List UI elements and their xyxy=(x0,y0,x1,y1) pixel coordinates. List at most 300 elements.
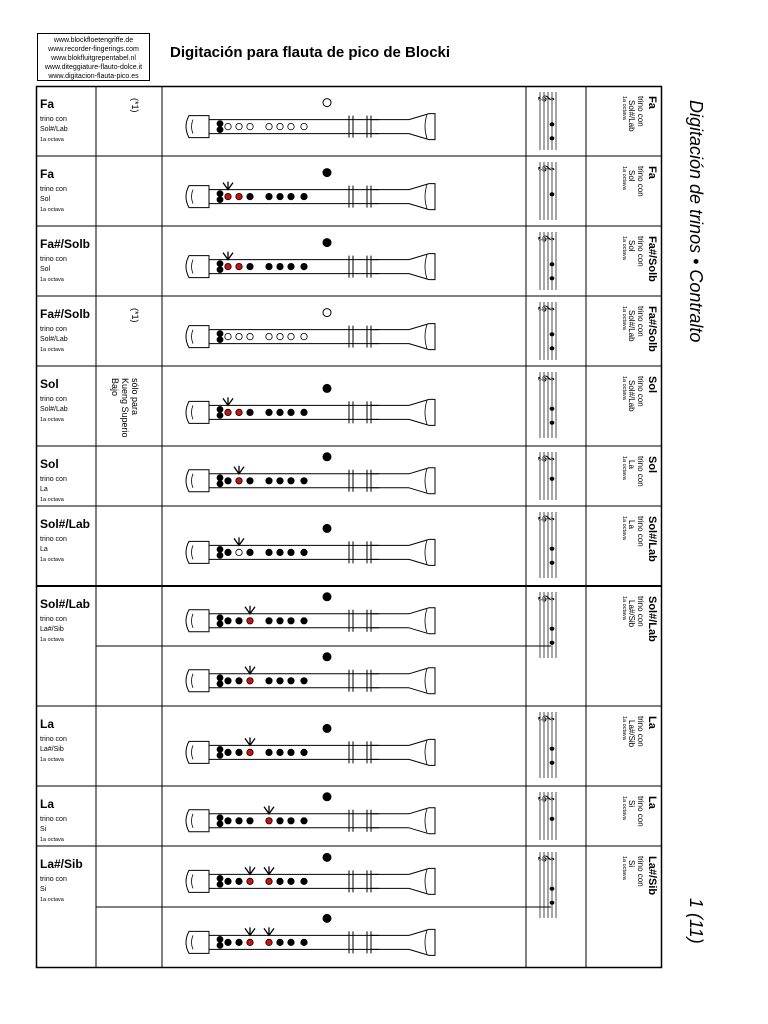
note-head xyxy=(550,641,555,645)
octave-label: 1a octava xyxy=(40,417,64,423)
finger-hole xyxy=(301,409,307,415)
thumb-hole xyxy=(217,815,223,821)
thumb-hole xyxy=(217,331,223,337)
treble-clef-icon: 𝄞 xyxy=(538,593,554,603)
finger-hole xyxy=(266,878,272,884)
recorder-head xyxy=(186,326,209,348)
note-name: Fa xyxy=(40,97,55,111)
note-head xyxy=(550,747,555,751)
recorder-bell xyxy=(409,468,435,494)
finger-hole xyxy=(301,939,307,945)
trill-arrow-icon xyxy=(264,866,274,874)
finger-hole xyxy=(225,749,231,755)
rotated-octave: 1a octava xyxy=(621,96,627,120)
thumb-hole xyxy=(217,121,223,127)
note-head xyxy=(550,817,555,821)
thumb-hole xyxy=(217,621,223,627)
rotated-trill-with: trino con xyxy=(636,236,645,267)
row-graphics xyxy=(36,226,662,296)
register-dot xyxy=(323,453,331,461)
treble-clef-icon: 𝄞 xyxy=(538,713,554,723)
treble-clef-icon: 𝄞 xyxy=(538,373,554,383)
finger-hole xyxy=(225,678,231,684)
note-head xyxy=(550,346,555,350)
trill-arrow-icon xyxy=(264,806,274,814)
register-dot xyxy=(323,853,331,861)
finger-hole xyxy=(301,478,307,484)
finger-hole xyxy=(266,749,272,755)
trill-target: Si xyxy=(40,886,47,893)
music-staff xyxy=(538,512,556,578)
register-dot xyxy=(323,593,331,601)
trill-target: La xyxy=(40,486,48,493)
finger-hole xyxy=(288,878,294,884)
rotated-trill-target: La xyxy=(627,520,636,529)
table-row xyxy=(36,706,662,786)
finger-hole xyxy=(277,333,283,339)
finger-hole xyxy=(301,678,307,684)
thumb-hole xyxy=(217,681,223,687)
note-name: Fa#/Solb xyxy=(40,307,91,321)
finger-hole xyxy=(225,123,231,129)
rotated-trill-target: Sol#/Lab xyxy=(627,380,636,412)
thumb-hole xyxy=(217,936,223,942)
thumb-hole xyxy=(217,552,223,558)
recorder-head xyxy=(186,931,209,953)
rotated-trill-with: trino con xyxy=(636,856,645,887)
finger-hole xyxy=(236,618,242,624)
thumb-hole xyxy=(217,197,223,203)
finger-hole xyxy=(288,333,294,339)
recorder-head xyxy=(186,186,209,208)
finger-hole xyxy=(247,818,253,824)
finger-hole xyxy=(288,549,294,555)
finger-hole xyxy=(277,193,283,199)
finger-hole xyxy=(247,749,253,755)
recorder-diagram xyxy=(186,309,435,350)
finger-hole xyxy=(236,878,242,884)
rotated-note-name: La xyxy=(646,716,658,729)
note-name: La#/Sib xyxy=(40,857,83,871)
trill-arrow-icon xyxy=(234,466,244,474)
trill-target: Sol xyxy=(40,196,51,203)
recorder-bell xyxy=(409,184,435,210)
rotated-octave: 1a octava xyxy=(621,856,627,880)
register-dot xyxy=(323,169,331,177)
finger-hole xyxy=(225,818,231,824)
recorder-bell xyxy=(409,668,435,694)
rotated-trill-with: trino con xyxy=(636,596,645,627)
register-dot xyxy=(323,239,331,247)
recorder-bell xyxy=(409,808,435,834)
thumb-hole xyxy=(217,127,223,133)
table-row xyxy=(36,446,662,506)
finger-hole xyxy=(266,549,272,555)
rotated-trill-with: trino con xyxy=(636,376,645,407)
finger-hole xyxy=(288,263,294,269)
finger-hole xyxy=(247,193,253,199)
rotated-trill-target: Sol#/Lab xyxy=(627,310,636,342)
finger-hole xyxy=(288,123,294,129)
note-name: La xyxy=(40,797,55,811)
treble-clef-icon: 𝄞 xyxy=(538,303,554,313)
trill-arrow-icon xyxy=(245,666,255,674)
table-row xyxy=(36,226,662,296)
octave-label: 1a octava xyxy=(40,897,64,903)
trill-target: La#/Sib xyxy=(40,626,64,633)
rotated-trill-target: Sol xyxy=(627,170,636,182)
rotated-octave: 1a octava xyxy=(621,716,627,740)
finger-hole xyxy=(236,549,242,555)
note-head xyxy=(550,887,555,891)
rotated-octave: 1a octava xyxy=(621,306,627,330)
table-row xyxy=(36,586,662,706)
recorder-diagram xyxy=(186,384,435,425)
remark-text: sólo para Kueng Superio Bajo xyxy=(110,378,140,438)
page-number-text: 1 (11) xyxy=(686,898,706,944)
remark-text: (*1) xyxy=(130,98,140,113)
finger-hole xyxy=(266,478,272,484)
rotated-trill-target: La xyxy=(627,460,636,469)
finger-hole xyxy=(225,193,231,199)
trill-with-label: trino con xyxy=(40,116,67,123)
trill-arrow-icon xyxy=(264,927,274,935)
thumb-hole xyxy=(217,615,223,621)
finger-hole xyxy=(247,409,253,415)
trill-arrow-icon xyxy=(245,606,255,614)
row-graphics xyxy=(36,846,662,968)
finger-hole xyxy=(288,818,294,824)
octave-label: 1a octava xyxy=(40,347,64,353)
finger-hole xyxy=(277,749,283,755)
trill-target: Sol#/Lab xyxy=(40,336,68,343)
thumb-hole xyxy=(217,942,223,948)
finger-hole xyxy=(266,678,272,684)
finger-hole xyxy=(236,749,242,755)
trill-with-label: trino con xyxy=(40,476,67,483)
thumb-hole xyxy=(217,475,223,481)
octave-label: 1a octava xyxy=(40,497,64,503)
register-dot xyxy=(323,384,331,392)
finger-hole xyxy=(266,618,272,624)
rotated-trill-target: La#/Sib xyxy=(627,720,636,748)
finger-hole xyxy=(247,618,253,624)
finger-hole xyxy=(225,478,231,484)
recorder-head xyxy=(186,741,209,763)
finger-hole xyxy=(236,409,242,415)
recorder-bell xyxy=(409,114,435,140)
website-link[interactable]: www.blokfluitgrepentabel.nl xyxy=(51,55,136,62)
finger-hole xyxy=(288,193,294,199)
trill-target: La#/Sib xyxy=(40,746,64,753)
thumb-hole xyxy=(217,881,223,887)
rotated-note-name: Sol xyxy=(646,376,658,394)
octave-label: 1a octava xyxy=(40,757,64,763)
recorder-head xyxy=(186,670,209,692)
recorder-diagram xyxy=(186,593,435,634)
table-row xyxy=(36,846,662,968)
finger-hole xyxy=(247,123,253,129)
note-name: Sol xyxy=(40,377,59,391)
recorder-diagram xyxy=(186,169,435,210)
music-staff xyxy=(538,92,556,150)
finger-hole xyxy=(236,818,242,824)
music-staff xyxy=(538,302,556,360)
thumb-hole xyxy=(217,261,223,267)
finger-hole xyxy=(301,818,307,824)
finger-hole xyxy=(225,333,231,339)
rotated-trill-target: La#/Sib xyxy=(627,600,636,628)
finger-hole xyxy=(225,878,231,884)
note-head xyxy=(550,901,555,905)
finger-hole xyxy=(247,263,253,269)
thumb-hole xyxy=(217,412,223,418)
finger-hole xyxy=(247,939,253,945)
trill-with-label: trino con xyxy=(40,816,67,823)
rotated-octave: 1a octava xyxy=(621,796,627,820)
recorder-head xyxy=(186,256,209,278)
website-link[interactable]: www.digitacion-flauta-pico.es xyxy=(48,73,139,80)
thumb-hole xyxy=(217,406,223,412)
row-graphics xyxy=(36,506,662,586)
rotated-trill-with: trino con xyxy=(636,166,645,197)
rotated-note-name: La xyxy=(646,796,658,809)
note-head xyxy=(550,262,555,266)
recorder-head xyxy=(186,470,209,492)
trill-arrow-icon xyxy=(223,252,233,260)
thumb-hole xyxy=(217,675,223,681)
thumb-hole xyxy=(217,746,223,752)
finger-hole xyxy=(247,678,253,684)
rotated-note-name: Fa xyxy=(646,166,658,179)
finger-hole xyxy=(236,193,242,199)
remark-text: (*1) xyxy=(130,308,140,323)
rotated-octave: 1a octava xyxy=(621,166,627,190)
trill-target: La xyxy=(40,546,48,553)
music-staff xyxy=(538,372,556,438)
trill-arrow-icon xyxy=(245,927,255,935)
note-head xyxy=(550,332,555,336)
table-row xyxy=(36,366,662,446)
treble-clef-icon: 𝄞 xyxy=(538,453,554,463)
finger-hole xyxy=(266,818,272,824)
row-graphics xyxy=(36,706,662,786)
finger-hole xyxy=(236,333,242,339)
music-staff xyxy=(538,792,556,840)
recorder-diagram xyxy=(186,793,435,834)
note-head xyxy=(550,761,555,765)
recorder-diagram xyxy=(186,653,435,694)
finger-hole xyxy=(266,193,272,199)
trill-arrow-icon xyxy=(234,537,244,545)
finger-hole xyxy=(236,478,242,484)
recorder-diagram xyxy=(186,239,435,280)
register-dot xyxy=(323,793,331,801)
rotated-trill-with: trino con xyxy=(636,306,645,337)
finger-hole xyxy=(277,478,283,484)
finger-hole xyxy=(236,678,242,684)
website-link[interactable]: www.blockfloetengriffe.de xyxy=(53,37,134,44)
finger-hole xyxy=(266,333,272,339)
recorder-head xyxy=(186,810,209,832)
recorder-bell xyxy=(409,399,435,425)
finger-hole xyxy=(266,409,272,415)
website-link[interactable]: www.recorder-fingerings.com xyxy=(48,46,139,53)
finger-hole xyxy=(288,939,294,945)
trill-arrow-icon xyxy=(223,182,233,190)
recorder-head xyxy=(186,401,209,423)
trill-with-label: trino con xyxy=(40,186,67,193)
websites-box xyxy=(37,33,150,81)
finger-hole xyxy=(266,939,272,945)
rotated-octave: 1a octava xyxy=(621,376,627,400)
trill-with-label: trino con xyxy=(40,876,67,883)
recorder-diagram xyxy=(186,99,435,140)
row-graphics xyxy=(36,366,662,446)
recorder-bell xyxy=(409,929,435,955)
note-head xyxy=(550,547,555,551)
note-head xyxy=(550,276,555,280)
note-head xyxy=(550,192,555,196)
note-name: La xyxy=(40,717,55,731)
rotated-octave: 1a octava xyxy=(621,236,627,260)
rotated-note-name: Fa#/Solb xyxy=(646,236,658,282)
register-dot xyxy=(323,524,331,532)
finger-hole xyxy=(266,123,272,129)
finger-hole xyxy=(277,409,283,415)
finger-hole xyxy=(277,818,283,824)
finger-hole xyxy=(288,409,294,415)
recorder-diagram xyxy=(186,453,435,494)
finger-hole xyxy=(225,939,231,945)
recorder-bell xyxy=(409,739,435,765)
recorder-diagram xyxy=(186,853,435,894)
note-name: Sol#/Lab xyxy=(40,597,91,611)
register-dot xyxy=(323,914,331,922)
note-name: Fa xyxy=(40,167,55,181)
note-head xyxy=(550,136,555,140)
side-title-text: Digitación de trinos • Contralto xyxy=(686,100,706,343)
music-staff xyxy=(538,452,556,500)
recorder-bell xyxy=(409,254,435,280)
recorder-bell xyxy=(409,324,435,350)
finger-hole xyxy=(236,123,242,129)
trill-target: Sol xyxy=(40,266,51,273)
rotated-note-name: Sol xyxy=(646,456,658,474)
trill-with-label: trino con xyxy=(40,396,67,403)
octave-label: 1a octava xyxy=(40,277,64,283)
table-row xyxy=(36,786,662,846)
note-head xyxy=(550,122,555,126)
treble-clef-icon: 𝄞 xyxy=(538,793,554,803)
trill-arrow-icon xyxy=(245,866,255,874)
register-dot xyxy=(323,99,331,107)
table-row xyxy=(36,506,662,586)
finger-hole xyxy=(301,878,307,884)
recorder-diagram xyxy=(186,914,435,955)
register-dot xyxy=(323,653,331,661)
note-head xyxy=(550,477,555,481)
recorder-head xyxy=(186,541,209,563)
rotated-note-name: La#/Sib xyxy=(646,856,658,896)
recorder-bell xyxy=(409,608,435,634)
thumb-hole xyxy=(217,337,223,343)
finger-hole xyxy=(225,409,231,415)
recorder-diagram xyxy=(186,524,435,565)
finger-hole xyxy=(247,478,253,484)
octave-label: 1a octava xyxy=(40,207,64,213)
note-name: Sol#/Lab xyxy=(40,517,91,531)
finger-hole xyxy=(277,549,283,555)
note-head xyxy=(550,561,555,565)
register-dot xyxy=(323,724,331,732)
rotated-trill-with: trino con xyxy=(636,516,645,547)
treble-clef-icon: 𝄞 xyxy=(538,513,554,523)
rotated-octave: 1a octava xyxy=(621,596,627,620)
finger-hole xyxy=(301,123,307,129)
rotated-trill-with: trino con xyxy=(636,96,645,127)
rotated-trill-target: Si xyxy=(627,800,636,808)
fingering-table xyxy=(36,86,662,968)
finger-hole xyxy=(301,193,307,199)
trill-with-label: trino con xyxy=(40,736,67,743)
finger-hole xyxy=(277,618,283,624)
thumb-hole xyxy=(217,481,223,487)
thumb-hole xyxy=(217,546,223,552)
finger-hole xyxy=(247,549,253,555)
octave-label: 1a octava xyxy=(40,137,64,143)
note-head xyxy=(550,407,555,411)
music-staff xyxy=(538,592,556,658)
website-link[interactable]: www.diteggiature-flauto-dolce.it xyxy=(44,64,143,71)
note-name: Fa#/Solb xyxy=(40,237,91,251)
trill-target: Sol#/Lab xyxy=(40,406,68,413)
finger-hole xyxy=(277,123,283,129)
table-row xyxy=(36,296,662,366)
rotated-octave: 1a octava xyxy=(621,456,627,480)
finger-hole xyxy=(301,549,307,555)
music-staff xyxy=(538,162,556,220)
finger-hole xyxy=(301,263,307,269)
row-graphics xyxy=(36,786,662,846)
note-name: Sol xyxy=(40,457,59,471)
finger-hole xyxy=(288,749,294,755)
thumb-hole xyxy=(217,821,223,827)
rotated-trill-target: Sol xyxy=(627,240,636,252)
finger-hole xyxy=(225,618,231,624)
thumb-hole xyxy=(217,752,223,758)
rotated-octave: 1a octava xyxy=(621,516,627,540)
note-head xyxy=(550,627,555,631)
finger-hole xyxy=(225,549,231,555)
recorder-bell xyxy=(409,868,435,894)
octave-label: 1a octava xyxy=(40,837,64,843)
finger-hole xyxy=(247,333,253,339)
page-title: Digitación para flauta de pico de Blocki xyxy=(170,44,451,61)
note-head xyxy=(550,421,555,425)
row-graphics xyxy=(36,86,662,156)
row-graphics xyxy=(36,296,662,366)
trill-target: Sol#/Lab xyxy=(40,126,68,133)
trill-with-label: trino con xyxy=(40,616,67,623)
table-row xyxy=(36,156,662,226)
trill-with-label: trino con xyxy=(40,536,67,543)
row-graphics xyxy=(36,586,662,706)
finger-hole xyxy=(288,678,294,684)
recorder-diagram xyxy=(186,724,435,765)
finger-hole xyxy=(236,263,242,269)
rotated-trill-with: trino con xyxy=(636,456,645,487)
